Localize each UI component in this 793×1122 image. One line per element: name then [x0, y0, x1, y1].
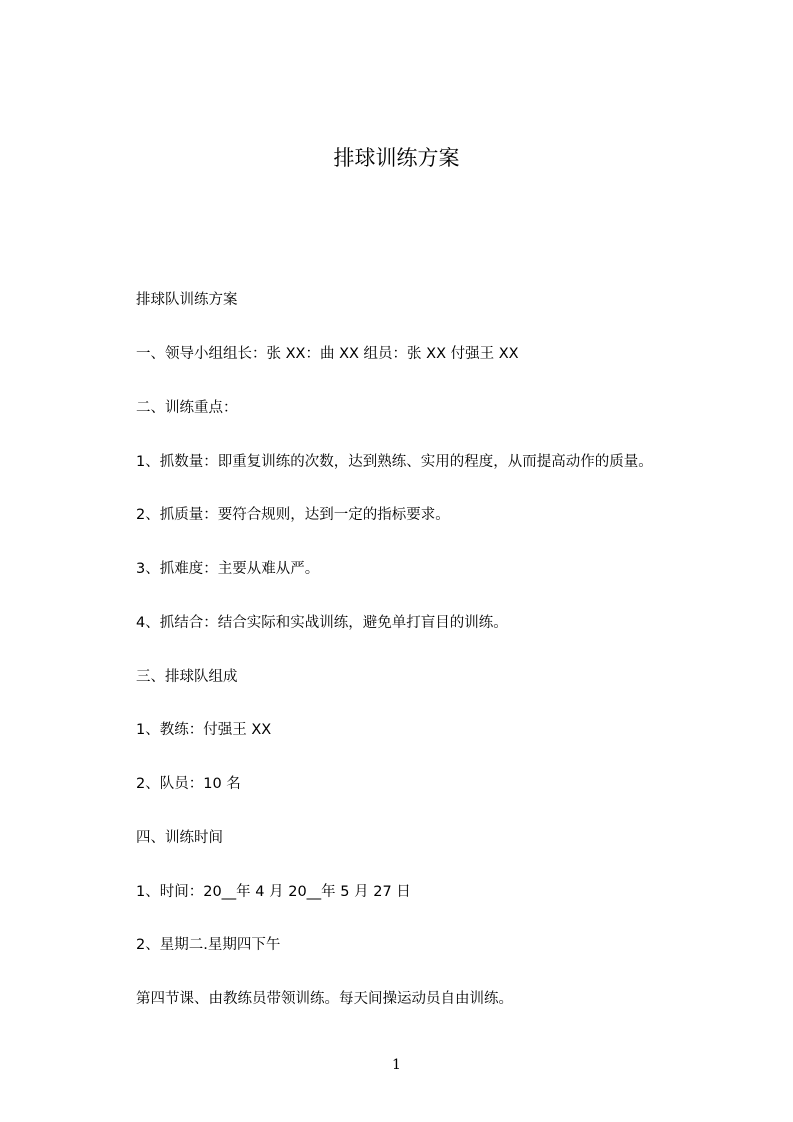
- paragraph-team-members: 2、队员：10 名: [136, 776, 241, 792]
- paragraph-focus-combination: 4、抓结合：结合实际和实战训练，避免单打盲目的训练。: [136, 615, 508, 631]
- paragraph-heading-team: 三、排球队组成: [136, 669, 238, 685]
- paragraph-team-coach: 1、教练：付强王 XX: [136, 722, 272, 738]
- paragraph-heading-time: 四、训练时间: [136, 830, 223, 846]
- paragraph-time-weekdays: 2、星期二.星期四下午: [136, 937, 281, 953]
- paragraph-focus-difficulty: 3、抓难度：主要从难从严。: [136, 561, 320, 577]
- document-title: 排球训练方案: [333, 146, 460, 170]
- paragraph-subtitle: 排球队训练方案: [136, 292, 238, 308]
- paragraph-time-sessions: 第四节课、由教练员带领训练。每天间操运动员自由训练。: [136, 991, 513, 1007]
- paragraph-focus-quantity: 1、抓数量：即重复训练的次数，达到熟练、实用的程度，从而提高动作的质量。: [136, 454, 653, 470]
- paragraph-time-dates: 1、时间：20__年 4 月 20__年 5 月 27 日: [136, 884, 411, 900]
- paragraph-leadership: 一、领导小组组长：张 XX：曲 XX 组员：张 XX 付强王 XX: [136, 346, 519, 362]
- paragraph-heading-focus: 二、训练重点：: [136, 400, 238, 416]
- page-number: 1: [392, 1057, 401, 1073]
- paragraph-focus-quality: 2、抓质量：要符合规则，达到一定的指标要求。: [136, 507, 450, 523]
